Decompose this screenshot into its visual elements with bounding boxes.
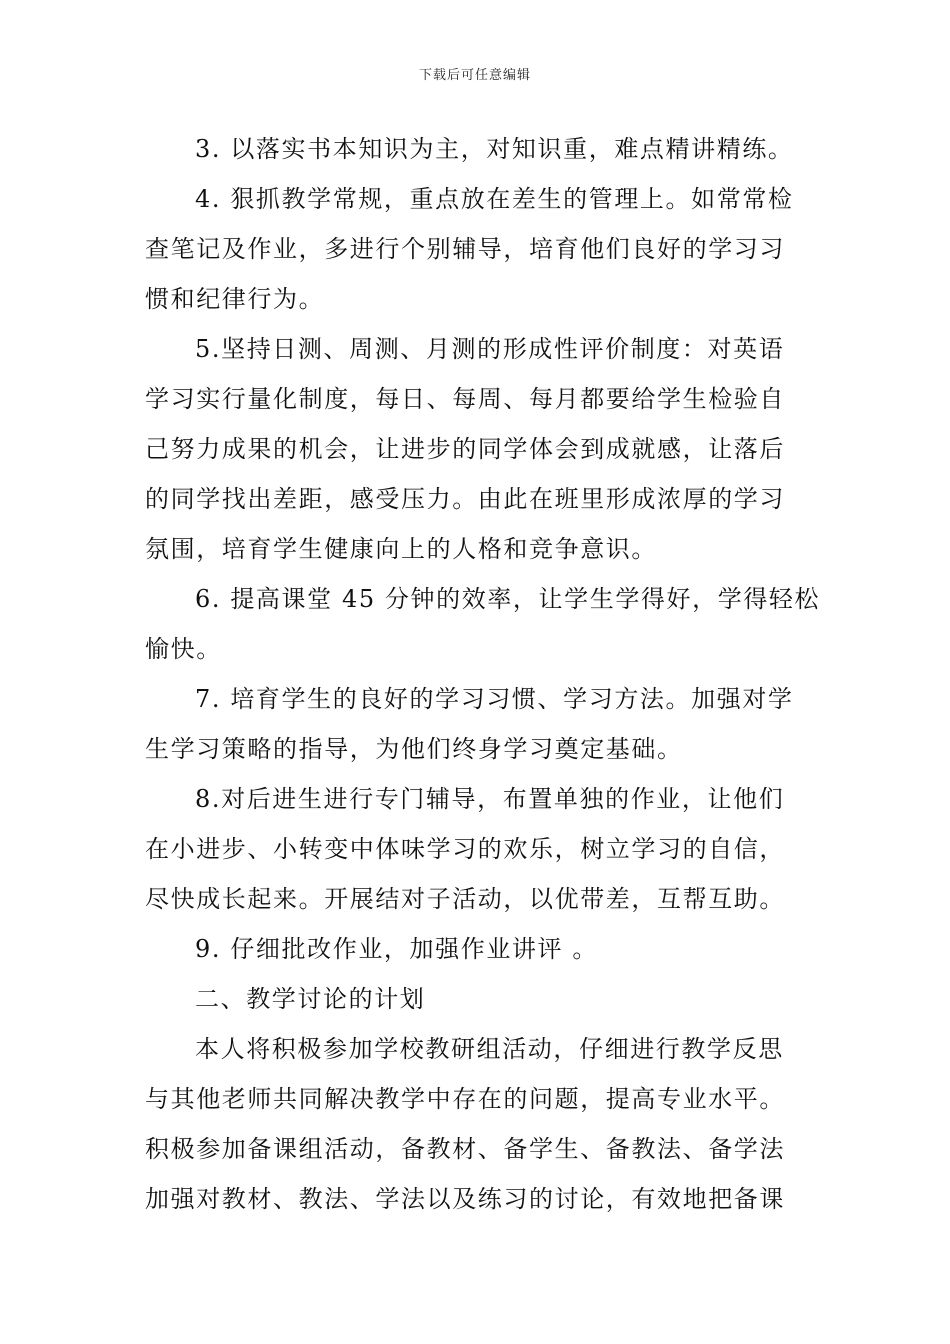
text-line: 5.坚持日测、周测、月测的形成性评价制度：对英语 <box>195 335 785 363</box>
text-line: 学习实行量化制度，每日、每周、每月都要给学生检验自 <box>145 385 785 413</box>
text-line: 6. 提高课堂 45 分钟的效率，让学生学得好，学得轻松 <box>195 585 821 613</box>
section-heading: 二、教学讨论的计划 <box>195 985 426 1013</box>
text-line: 生学习策略的指导，为他们终身学习奠定基础。 <box>145 735 683 763</box>
text-line: 4. 狠抓教学常规，重点放在差生的管理上。如常常检 <box>195 185 794 213</box>
text-line: 愉快。 <box>145 635 222 663</box>
text-line: 3. 以落实书本知识为主，对知识重，难点精讲精练。 <box>195 135 794 163</box>
text-line: 尽快成长起来。开展结对子活动，以优带差，互帮互助。 <box>145 885 785 913</box>
text-line: 氛围，培育学生健康向上的人格和竞争意识。 <box>145 535 657 563</box>
text-line: 的同学找出差距，感受压力。由此在班里形成浓厚的学习 <box>145 485 785 513</box>
page-header: 下载后可任意编辑 <box>418 68 531 83</box>
text-line: 本人将积极参加学校教研组活动，仔细进行教学反思 <box>195 1035 784 1063</box>
text-line: 己努力成果的机会，让进步的同学体会到成就感，让落后 <box>145 435 785 463</box>
text-line: 9. 仔细批改作业，加强作业讲评 。 <box>195 935 598 963</box>
text-line: 与其他老师共同解决教学中存在的问题，提高专业水平。 <box>145 1085 785 1113</box>
text-line: 加强对教材、教法、学法以及练习的讨论，有效地把备课 <box>145 1185 785 1213</box>
text-line: 8.对后进生进行专门辅导，布置单独的作业，让他们 <box>195 785 785 813</box>
text-line: 积极参加备课组活动，备教材、备学生、备教法、备学法 <box>145 1135 785 1163</box>
text-line: 惯和纪律行为。 <box>145 285 325 313</box>
text-line: 7. 培育学生的良好的学习习惯、学习方法。加强对学 <box>195 685 794 713</box>
text-line: 查笔记及作业，多进行个别辅导，培育他们良好的学习习 <box>145 235 785 263</box>
text-line: 在小进步、小转变中体味学习的欢乐，树立学习的自信， <box>145 835 785 863</box>
